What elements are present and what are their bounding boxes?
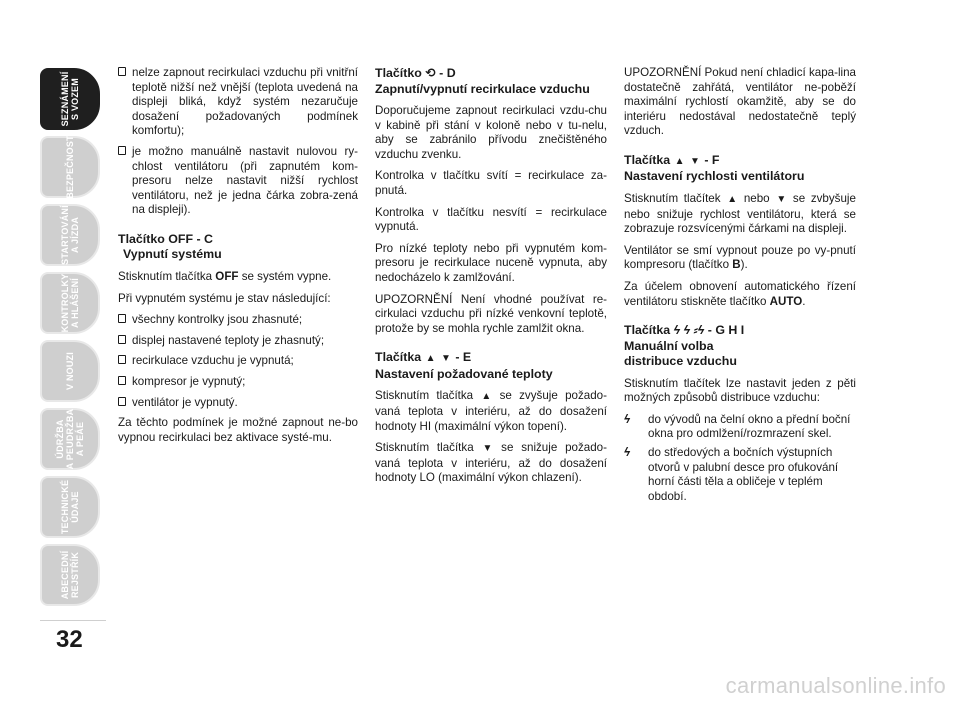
heading-text: - E <box>455 350 472 365</box>
list-item <box>118 354 358 369</box>
watermark: carmanualsonline.info <box>725 673 946 698</box>
heading-line: Vypnutí systému <box>123 247 222 262</box>
paragraph: Kontrolka v tlačítku nesvítí = recirkulace vypnutá. <box>375 205 607 234</box>
text: Stisknutím tlačítka <box>375 441 474 455</box>
heading-text: - D <box>439 66 456 80</box>
triangle-up-icon: ▲ <box>425 353 436 365</box>
checkbox-bullet-icon <box>118 67 126 76</box>
heading-text: - F <box>704 152 720 167</box>
recirculation-icon: ⟲ <box>425 66 436 80</box>
heading-line: Zapnutí/vypnutí recirkulace vzduchu <box>375 81 590 96</box>
checkbox-bullet-icon <box>118 146 126 155</box>
face-airflow-icon: ϟ <box>624 446 631 459</box>
text: Stisknutím tlačítka <box>118 269 216 283</box>
list-item-text: displej nastavené teploty je zhasnutý; <box>132 333 325 347</box>
heading-text: Tlačítka <box>624 323 671 338</box>
heading-text: Tlačítko <box>375 66 422 80</box>
paragraph <box>624 192 856 237</box>
triangle-down-icon: ▼ <box>776 193 787 205</box>
list-item-text: recirkulace vzduchu je vypnutá; <box>132 354 294 368</box>
tab-kontrolky-a-hlaseni[interactable] <box>40 272 100 334</box>
paragraph: Za těchto podmínek je možné zapnout ne-bo vypnou recirkulaci bez aktivace systé-mu. <box>118 416 358 444</box>
heading-line: Nastavení rychlosti ventilátoru <box>624 169 805 184</box>
tab-label: STARTOVÁNÍ A JÍZDA <box>60 205 80 265</box>
tab-label: SEZNÁMENÍ S VOZEM <box>60 71 80 127</box>
triangle-down-icon: ▼ <box>482 443 493 455</box>
tab-udrzba[interactable] <box>40 408 100 470</box>
triangle-up-icon: ▲ <box>481 391 492 403</box>
list-item <box>118 396 358 411</box>
section-heading-distribution <box>624 323 856 370</box>
distribution-item <box>624 446 856 504</box>
distribution-text: do středových a bočních výstupních otvorů v palubní desce pro ofukování horní části těla a obličeje v teplém období. <box>648 446 839 503</box>
text: Za účelem obnovení automatického řízení ventilátoru stiskněte tlačítko <box>624 279 856 308</box>
paragraph <box>118 270 358 285</box>
paragraph <box>624 244 856 273</box>
list-item-text: kompresor je vypnutý; <box>132 374 246 388</box>
paragraph: UPOZORNĚNÍ Pokud není chladicí kapa-lina dostatečně zahřátá, ventilátor ne-poběží maximální rychlostí okamžitě, aby se do interiéru nedostával nedostatečně teplý vzduch. <box>624 66 856 138</box>
checkbox-bullet-icon <box>118 335 126 344</box>
distribution-text: do vývodů na čelní okno a přední boční okna pro odmlžení/rozmrazení skel. <box>648 412 851 441</box>
text: se zvyšuje požado-vaná teplota v interiéru, až do dosažení hodnoty HI (maximální výkon topení). <box>375 389 607 433</box>
tab-technicke-udaje[interactable] <box>40 476 100 538</box>
tab-abecedni-rejstrik[interactable] <box>40 544 100 606</box>
heading-line: Tlačítko OFF - C <box>118 231 213 246</box>
triangle-up-icon: ▲ <box>727 193 738 205</box>
text-column-1 <box>118 66 358 452</box>
heading-line: Nastavení požadované teploty <box>375 366 553 381</box>
list-item-text: všechny kontrolky jsou zhasnuté; <box>132 313 303 327</box>
text: Stisknutím tlačítka <box>375 389 474 403</box>
tab-label: V NOUZI <box>65 352 75 390</box>
text-column-2 <box>375 66 607 493</box>
list-item <box>118 145 358 218</box>
triangle-down-icon: ▼ <box>689 155 700 167</box>
page-number: 32 <box>56 626 83 653</box>
tab-bezpecnost[interactable] <box>40 136 100 198</box>
tab-label: TECHNICKÉ ÚDAJE <box>60 479 80 535</box>
heading-line: Manuální volba <box>624 338 714 353</box>
heading-line: distribuce vzduchu <box>624 354 737 369</box>
tab-label: KONTROLKY A HLÁŠENÍ <box>60 273 80 333</box>
list-item <box>118 375 358 390</box>
text: . <box>802 294 806 308</box>
section-heading-fan-speed <box>624 153 856 185</box>
heading-text: Tlačítka <box>624 152 671 167</box>
list-item-text: nelze zapnout recirkulaci vzduchu při vnitřní teplotě nižší než vnější (teplota uvedená na displeji bliká, když systém nezaručuje dosažení požadovaných podmínek komfortu); <box>132 66 358 138</box>
page-divider <box>40 620 106 621</box>
paragraph <box>375 389 607 434</box>
key-label: AUTO <box>769 294 803 308</box>
checkbox-bullet-icon <box>118 355 126 364</box>
text: se snižuje požado-vaná teplota v interiéru, až do dosažení hodnoty LO (maximální výkon chlazení). <box>375 441 607 485</box>
text-column-3 <box>624 66 856 508</box>
tab-label: BEZPEČNOST <box>65 135 75 199</box>
checkbox-bullet-icon <box>118 376 126 385</box>
air-distribution-icons: ϟ ϟ ⸗ϟ <box>673 323 705 338</box>
checkbox-bullet-icon <box>118 314 126 323</box>
paragraph: UPOZORNĚNÍ Není vhodné používat re-cirkulaci vzduchu při nízké venkovní teplotě, protože by se mohla rychle zamlžit okna. <box>375 292 607 335</box>
heading-text: Tlačítka <box>375 350 422 365</box>
section-heading-recirculation <box>375 66 607 97</box>
list-item <box>118 66 358 139</box>
tab-v-nouzi[interactable] <box>40 340 100 402</box>
text: Stisknutím tlačítek <box>624 191 721 205</box>
windshield-airflow-icon: ϟ <box>624 412 631 426</box>
tab-seznameni-s-vozem[interactable] <box>40 68 100 130</box>
tab-startovani-a-jizda[interactable] <box>40 204 100 266</box>
text: Ventilátor se smí vypnout pouze po vy-pnutí kompresoru (tlačítko <box>624 243 856 272</box>
paragraph: Při vypnutém systému je stav následující: <box>118 291 331 305</box>
text: se zvbyšuje nebo snižuje rychlost ventilátoru, která se zobrazuje rozsvícenými čárkami na displeji. <box>624 191 856 236</box>
paragraph <box>375 441 607 486</box>
paragraph: Kontrolka v tlačítku svítí = recirkulace za-pnutá. <box>375 169 607 197</box>
triangle-down-icon: ▼ <box>440 353 451 365</box>
section-heading-temperature <box>375 350 607 382</box>
distribution-item <box>624 413 856 442</box>
paragraph <box>624 280 856 309</box>
paragraph: Pro nízké teploty nebo při vypnutém kom-presoru je recirkulace nuceně vypnuta, aby nedocházelo k zamlžování. <box>375 241 607 284</box>
key-label: OFF <box>215 269 239 283</box>
checkbox-bullet-icon <box>118 397 126 406</box>
list-item <box>118 334 358 349</box>
tab-label: ÚDRŽBA A PEUDRŽBA A PEÁE <box>55 408 85 470</box>
list-item-text: ventilátor je vypnutý. <box>132 395 238 409</box>
text: se systém vypne. <box>238 269 332 283</box>
section-heading-off <box>118 232 358 263</box>
heading-text: - G H I <box>707 323 745 338</box>
text: nebo <box>743 191 770 205</box>
list-item <box>118 313 358 328</box>
triangle-up-icon: ▲ <box>674 155 685 167</box>
tab-label: ABECEDNÍ REJSTŘÍK <box>60 550 80 600</box>
key-label: B <box>732 258 741 272</box>
text: ). <box>740 258 748 272</box>
list-item-text: je možno manuálně nastavit nulovou ry-chlost ventilátoru (při zapnutém kom-presoru nelze nastavit nižší rychlost ventilátoru, než je jedna čárka zobra-zená na displeji). <box>132 144 358 217</box>
paragraph: Doporučujeme zapnout recirkulaci vzdu-chu v kabině při stání v koloně nebo v tu-nelu, aby se zabránilo přívodu znečištěného vzduchu zvenku. <box>375 104 607 161</box>
paragraph: Stisknutím tlačítek lze nastavit jeden z pěti možných způsobů distribuce vzduchu: <box>624 376 856 405</box>
